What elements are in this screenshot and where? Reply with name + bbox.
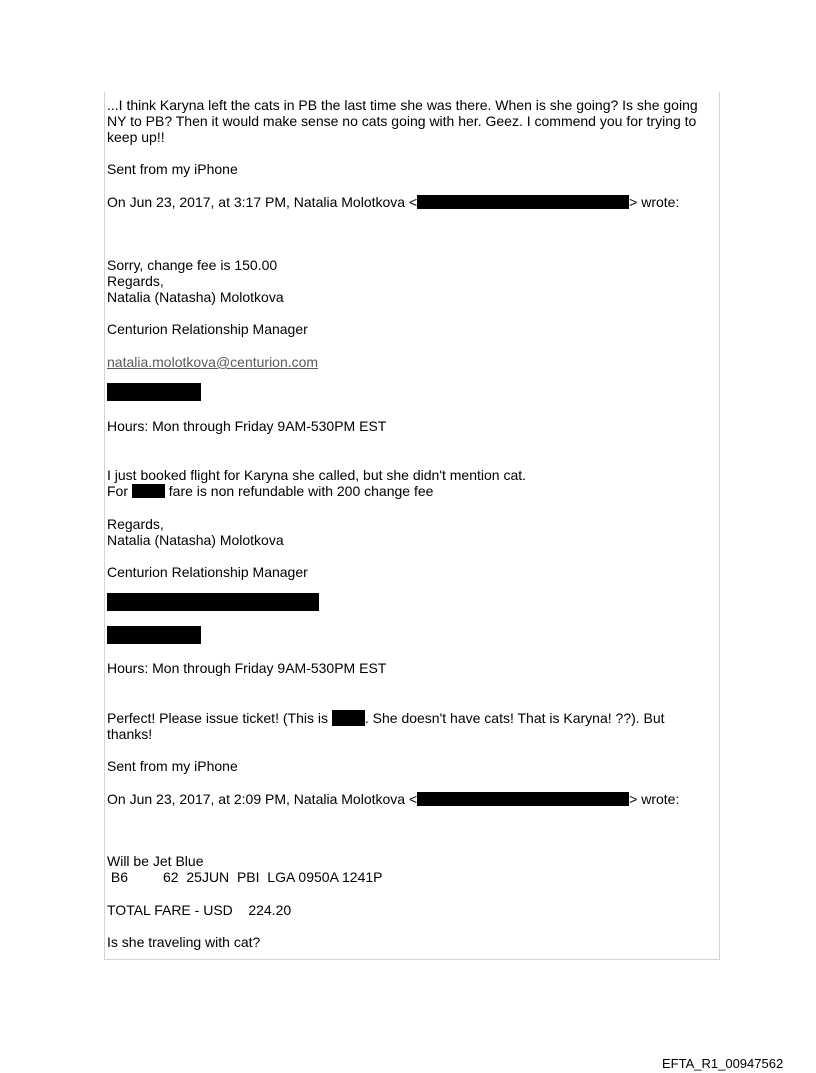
reply-2-line-2: thanks! (107, 726, 153, 742)
message-2-hours: Hours: Mon through Friday 9AM-530PM EST (107, 660, 387, 676)
message-1-regards: Regards, (107, 273, 164, 289)
message-1-name: Natalia (Natasha) Molotkova (107, 289, 284, 305)
redaction-email-address (107, 593, 319, 611)
reply-2-line-1-prefix: Perfect! Please issue ticket! (This is (107, 710, 328, 726)
message-3-line-1: Will be Jet Blue (107, 853, 204, 869)
message-1-title: Centurion Relationship Manager (107, 321, 308, 337)
message-2-line-2-prefix: For (107, 483, 128, 499)
message-2-line-1: I just booked flight for Karyna she called, but she didn't mention cat. (107, 467, 527, 483)
reply-2-line-1-suffix: . She doesn't have cats! That is Karyna! ??). But (364, 710, 665, 726)
quote-header-2-prefix: On Jun 23, 2017, at 2:09 PM, Natalia Molotkova < (107, 791, 418, 807)
quote-header-1 (107, 194, 679, 210)
redaction-name (132, 484, 165, 498)
reply-2-line-1 (107, 710, 665, 726)
reply-2-sent-from: Sent from my iPhone (107, 758, 238, 774)
quote-header-2 (107, 791, 679, 807)
document-id: EFTA_R1_00947562 (662, 1056, 784, 1071)
message-2-name: Natalia (Natasha) Molotkova (107, 532, 284, 548)
email-thread-panel (104, 92, 720, 960)
redaction-name (332, 710, 365, 726)
reply-1-line-2: NY to PB? Then it would make sense no cats going with her. Geez. I commend you for trying to (107, 113, 697, 129)
message-3-flight-details: B6 62 25JUN PBI LGA 0950A 1241P (107, 869, 383, 885)
quote-header-1-prefix: On Jun 23, 2017, at 3:17 PM, Natalia Molotkova < (107, 194, 418, 210)
message-3-question: Is she traveling with cat? (107, 934, 261, 950)
reply-1-line-3: keep up!! (107, 129, 165, 145)
message-2-line-2 (107, 483, 433, 499)
message-1-line-1: Sorry, change fee is 150.00 (107, 257, 278, 273)
redaction-phone (107, 626, 201, 644)
reply-1-sent-from: Sent from my iPhone (107, 161, 238, 177)
quote-header-2-suffix: > wrote: (629, 791, 680, 807)
reply-1-line-1: ...I think Karyna left the cats in PB the last time she was there. When is she going? Is she going (107, 97, 698, 113)
redaction-phone (107, 383, 201, 401)
message-1-email-link[interactable]: natalia.molotkova@centurion.com (107, 354, 319, 370)
redaction-email-address (417, 195, 629, 209)
redaction-email-address (417, 792, 629, 806)
message-2-regards: Regards, (107, 516, 164, 532)
message-3-total-fare: TOTAL FARE - USD 224.20 (107, 902, 292, 918)
message-2-title: Centurion Relationship Manager (107, 564, 308, 580)
quote-header-1-suffix: > wrote: (629, 194, 680, 210)
message-1-hours: Hours: Mon through Friday 9AM-530PM EST (107, 418, 387, 434)
message-2-line-2-suffix: fare is non refundable with 200 change fee (168, 483, 434, 499)
